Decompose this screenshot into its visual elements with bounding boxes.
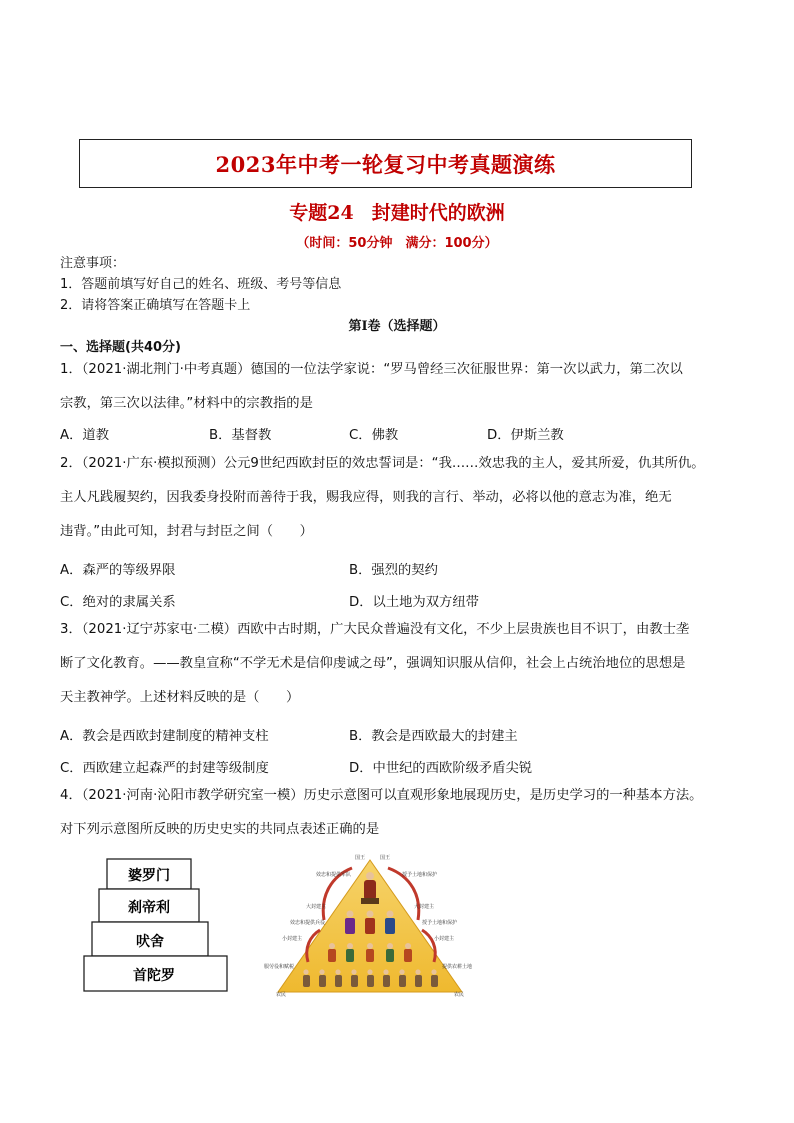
question-line: 2．（2021·广东·模拟预测）公元9世纪西欧封臣的效忠誓词是：“我……效忠我的主人，爱其所爱，仇其所仇。 [60, 456, 705, 471]
time-info: （时间：50分钟 满分：100分） [296, 236, 498, 251]
label-right-3: 提供农耕土地 [442, 964, 473, 970]
question-line: 主人凡践履契约，因我委身投附而善待于我，赐我应得，则我的言行、举动，必将以他的意志为准，绝无 [60, 490, 672, 505]
question-3 [60, 613, 750, 715]
question-line: 断了文化教育。——教皇宣称“不学无术是信仰虔诚之母”，强调知识服从信仰，社会上占统治地位的思想是 [60, 656, 686, 671]
caste-label: 首陀罗 [133, 968, 175, 984]
option-c[interactable]: C．佛教 [349, 428, 399, 443]
note-item: 1．答题前填写好自己的姓名、班级、考号等信息 [60, 277, 342, 292]
option-d[interactable]: D．以土地为双方纽带 [349, 595, 479, 610]
option-c[interactable]: C．西欧建立起森严的封建等级制度 [60, 761, 269, 776]
main-title: 2023年中考一轮复习中考真题演练 [215, 151, 556, 177]
label-farmer-left: 农民 [276, 992, 287, 998]
title-box [79, 139, 692, 188]
lord-figures-icon [345, 911, 395, 935]
question-line: 天主教神学。上述材料反映的是（ ） [60, 690, 300, 705]
notes-heading: 注意事项： [60, 256, 126, 271]
option-b[interactable]: B．教会是西欧最大的封建主 [349, 729, 518, 744]
question-line: 违背。”由此可知，封君与封臣之间（ ） [60, 524, 313, 539]
question-2 [60, 447, 750, 549]
question-line: 4．（2021·河南·沁阳市教学研究室一模）历史示意图可以直观形象地展现历史，是历史学习的一种基本方法。 [60, 788, 703, 803]
label-left-3: 服劳役和赋税 [264, 964, 295, 970]
note-item: 2．请将答案正确填写在答题卡上 [60, 298, 251, 313]
label-king-right: 国王 [380, 855, 391, 861]
label-farmer-right: 农民 [454, 992, 465, 998]
option-a[interactable]: A．森严的等级界限 [60, 563, 176, 578]
question-4 [60, 779, 750, 847]
question-line: 对下列示意图所反映的历史史实的共同点表述正确的是 [60, 822, 380, 837]
topic-name: 封建时代的欧洲 [371, 202, 505, 224]
topic-number: 专题24 [289, 202, 354, 224]
label-big-lord-right: 大封建主 [414, 904, 435, 910]
option-a[interactable]: A．道教 [60, 428, 109, 443]
caste-label: 吠舍 [136, 934, 164, 950]
caste-system-diagram [83, 858, 233, 994]
label-small-lord-right: 小封建主 [434, 936, 455, 942]
label-king-left: 国王 [355, 855, 366, 861]
caste-label: 刹帝利 [128, 900, 170, 916]
label-right-1: 授予土地和保护 [402, 872, 438, 878]
option-c[interactable]: C．绝对的隶属关系 [60, 595, 176, 610]
part-heading: 一、选择题(共40分) [60, 340, 181, 355]
peasant-figures-icon [303, 969, 438, 987]
label-right-2: 授予土地和保护 [422, 920, 458, 926]
label-small-lord-left: 小封建主 [282, 936, 303, 942]
question-line: 宗教，第三次以法律。”材料中的宗教指的是 [60, 396, 313, 411]
label-big-lord-left: 大封建主 [306, 904, 327, 910]
caste-label: 婆罗门 [128, 868, 170, 884]
option-d[interactable]: D．伊斯兰教 [487, 428, 564, 443]
question-line: 3．（2021·辽宁苏家屯·二模）西欧中古时期，广大民众普遍没有文化，不少上层贵族也目不识丁，由教士垄 [60, 622, 690, 637]
feudal-pyramid-diagram [262, 850, 478, 998]
question-1 [60, 353, 750, 421]
label-left-1: 效忠和提供军队 [316, 872, 352, 878]
topic-subtitle [0, 198, 794, 225]
question-line: 1．（2021·湖北荆门·中考真题）德国的一位法学家说：“罗马曾经三次征服世界：第一次以武力，第二次以 [60, 362, 683, 377]
section-title: 第I卷（选择题） [348, 319, 446, 334]
option-b[interactable]: B．基督教 [209, 428, 272, 443]
option-a[interactable]: A．教会是西欧封建制度的精神支柱 [60, 729, 269, 744]
option-b[interactable]: B．强烈的契约 [349, 563, 438, 578]
option-d[interactable]: D．中世纪的西欧阶级矛盾尖锐 [349, 761, 533, 776]
label-left-2: 效忠和提供兵役 [290, 920, 326, 926]
